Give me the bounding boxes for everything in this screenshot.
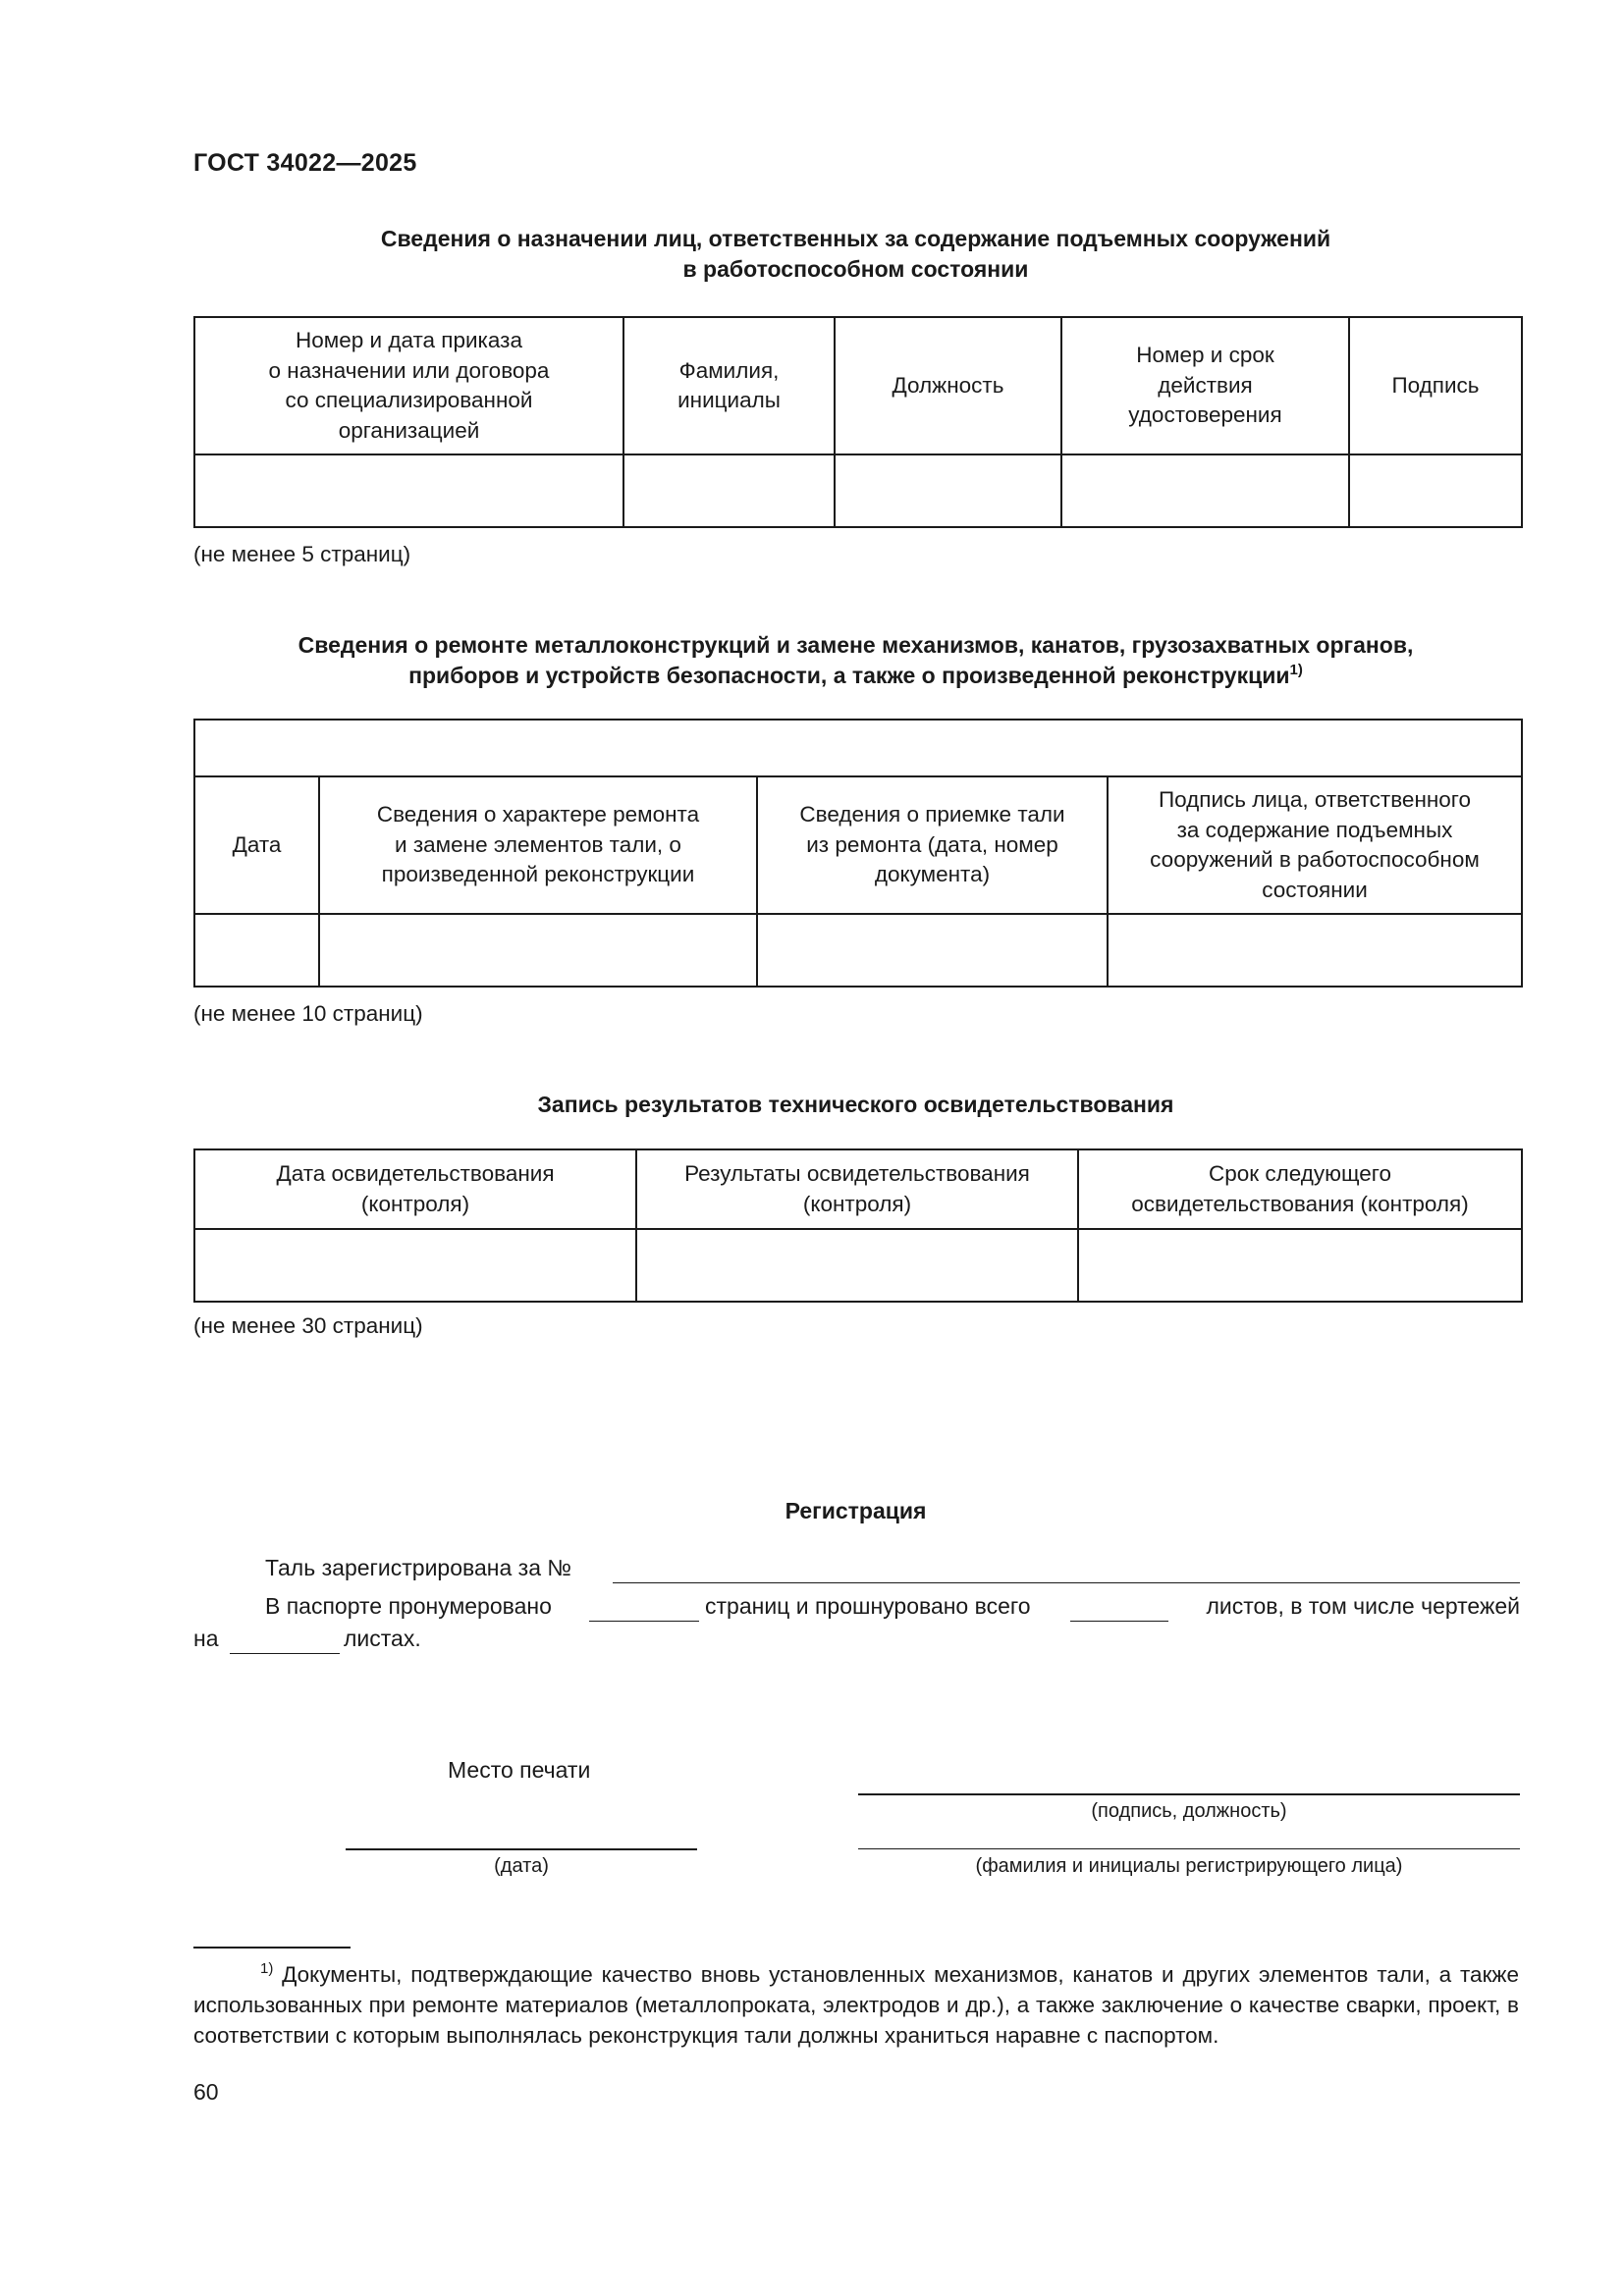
document-code: ГОСТ 34022—2025 [193, 149, 417, 177]
footnote-body: Документы, подтверждающие качество вновь установленных механизмов, канатов и других элементов тали, а также использованных при ремонте материалов (металлопроката, электродов и др.), а также заключение о качестве сварки, проект, в соответствии с которым выполнялась реконструкция тали должны храниться наравне с паспортом. [193, 1962, 1519, 2048]
table3-empty-cell[interactable] [636, 1229, 1078, 1302]
table2-empty-cell[interactable] [319, 914, 757, 987]
table1-header-cell: Должность [835, 317, 1061, 454]
table1-header-cell: Номер и срок действия удостоверения [1061, 317, 1349, 454]
table3-header-cell: Результаты освидетельствования (контроля) [636, 1149, 1078, 1229]
drawing-sheets-suffix: листах. [344, 1626, 421, 1651]
table3-header-row [194, 1149, 1522, 1229]
drawings-label: листов, в том числе чертежей [1206, 1593, 1520, 1619]
table3-entry-row [194, 1229, 1522, 1302]
table2-entry-row [194, 914, 1522, 987]
table1-header-row [194, 317, 1522, 454]
registration-number-label: Таль зарегистрирована за № [265, 1555, 572, 1580]
date-caption: (дата) [494, 1855, 549, 1877]
table1-header-cell: Подпись [1349, 317, 1522, 454]
section2-title-line1: Сведения о ремонте металлоконструкций и замене механизмов, канатов, грузозахватных органов, [298, 632, 1414, 658]
table1-header-cell: Фамилия, инициалы [623, 317, 835, 454]
section1-title-line1: Сведения о назначении лиц, ответственных за содержание подъемных сооружений [380, 226, 1331, 251]
section1-title [193, 224, 1518, 285]
table2-empty-cell[interactable] [757, 914, 1108, 987]
drawing-sheets-field[interactable] [230, 1653, 340, 1654]
table2-header-cell: Сведения о характере ремонта и замене элементов тали, о произведенной реконструкции [319, 776, 757, 914]
responsible-persons-table [193, 316, 1523, 528]
section3-title: Запись результатов технического освидетельствования [537, 1092, 1174, 1117]
footnote-reference: 1) [1289, 662, 1303, 678]
table1-header-cell: Номер и дата приказа о назначении или договора со специализированной организацией [194, 317, 623, 454]
table2-merged-cell[interactable] [194, 720, 1522, 776]
table1-empty-cell[interactable] [623, 454, 835, 527]
signature-caption: (подпись, должность) [1091, 1800, 1287, 1822]
table2-empty-cell[interactable] [1108, 914, 1522, 987]
footnote-text [193, 1959, 1519, 2051]
stamp-place-label: Место печати [448, 1757, 591, 1783]
table2-header-row [194, 776, 1522, 914]
signature-line[interactable] [858, 1793, 1520, 1795]
table1-empty-cell[interactable] [1349, 454, 1522, 527]
inspection-records-table [193, 1148, 1523, 1303]
date-line[interactable] [346, 1848, 697, 1850]
table1-entry-row [194, 454, 1522, 527]
section3-note: (не менее 30 страниц) [193, 1313, 423, 1338]
footnote-marker: 1) [260, 1960, 274, 1977]
footnote-separator [193, 1947, 351, 1949]
table2-header-cell: Подпись лица, ответственного за содержание подъемных сооружений в работоспособном состоянии [1108, 776, 1522, 914]
table2-top-row [194, 720, 1522, 776]
table2-header-cell: Сведения о приемке тали из ремонта (дата, номер документа) [757, 776, 1108, 914]
page-number: 60 [193, 2079, 219, 2105]
drawing-sheets-prefix: на [193, 1626, 219, 1651]
section1-note: (не менее 5 страниц) [193, 542, 411, 566]
repair-records-table [193, 719, 1523, 988]
numbered-pages-label: В паспорте пронумеровано [265, 1593, 552, 1619]
table2-header-cell: Дата [194, 776, 319, 914]
table3-empty-cell[interactable] [1078, 1229, 1522, 1302]
table1-empty-cell[interactable] [835, 454, 1061, 527]
registration-number-field[interactable] [613, 1582, 1520, 1583]
table3-header-cell: Срок следующего освидетельствования (контроля) [1078, 1149, 1522, 1229]
registration-title: Регистрация [785, 1498, 927, 1523]
laced-sheets-field[interactable] [1070, 1621, 1168, 1622]
section1-title-line2: в работоспособном состоянии [682, 256, 1029, 282]
table1-empty-cell[interactable] [1061, 454, 1349, 527]
numbered-pages-field[interactable] [589, 1621, 699, 1622]
section2-title [193, 630, 1518, 691]
registrar-name-caption: (фамилия и инициалы регистрирующего лица) [975, 1855, 1403, 1877]
registrar-name-line[interactable] [858, 1848, 1520, 1849]
table3-empty-cell[interactable] [194, 1229, 636, 1302]
laced-sheets-label: страниц и прошнуровано всего [705, 1593, 1031, 1619]
table2-empty-cell[interactable] [194, 914, 319, 987]
section2-note: (не менее 10 страниц) [193, 1001, 423, 1026]
table3-header-cell: Дата освидетельствования (контроля) [194, 1149, 636, 1229]
table1-empty-cell[interactable] [194, 454, 623, 527]
section2-title-line2: приборов и устройств безопасности, а также о произведенной реконструкции$^{1)}$ [408, 662, 1303, 688]
